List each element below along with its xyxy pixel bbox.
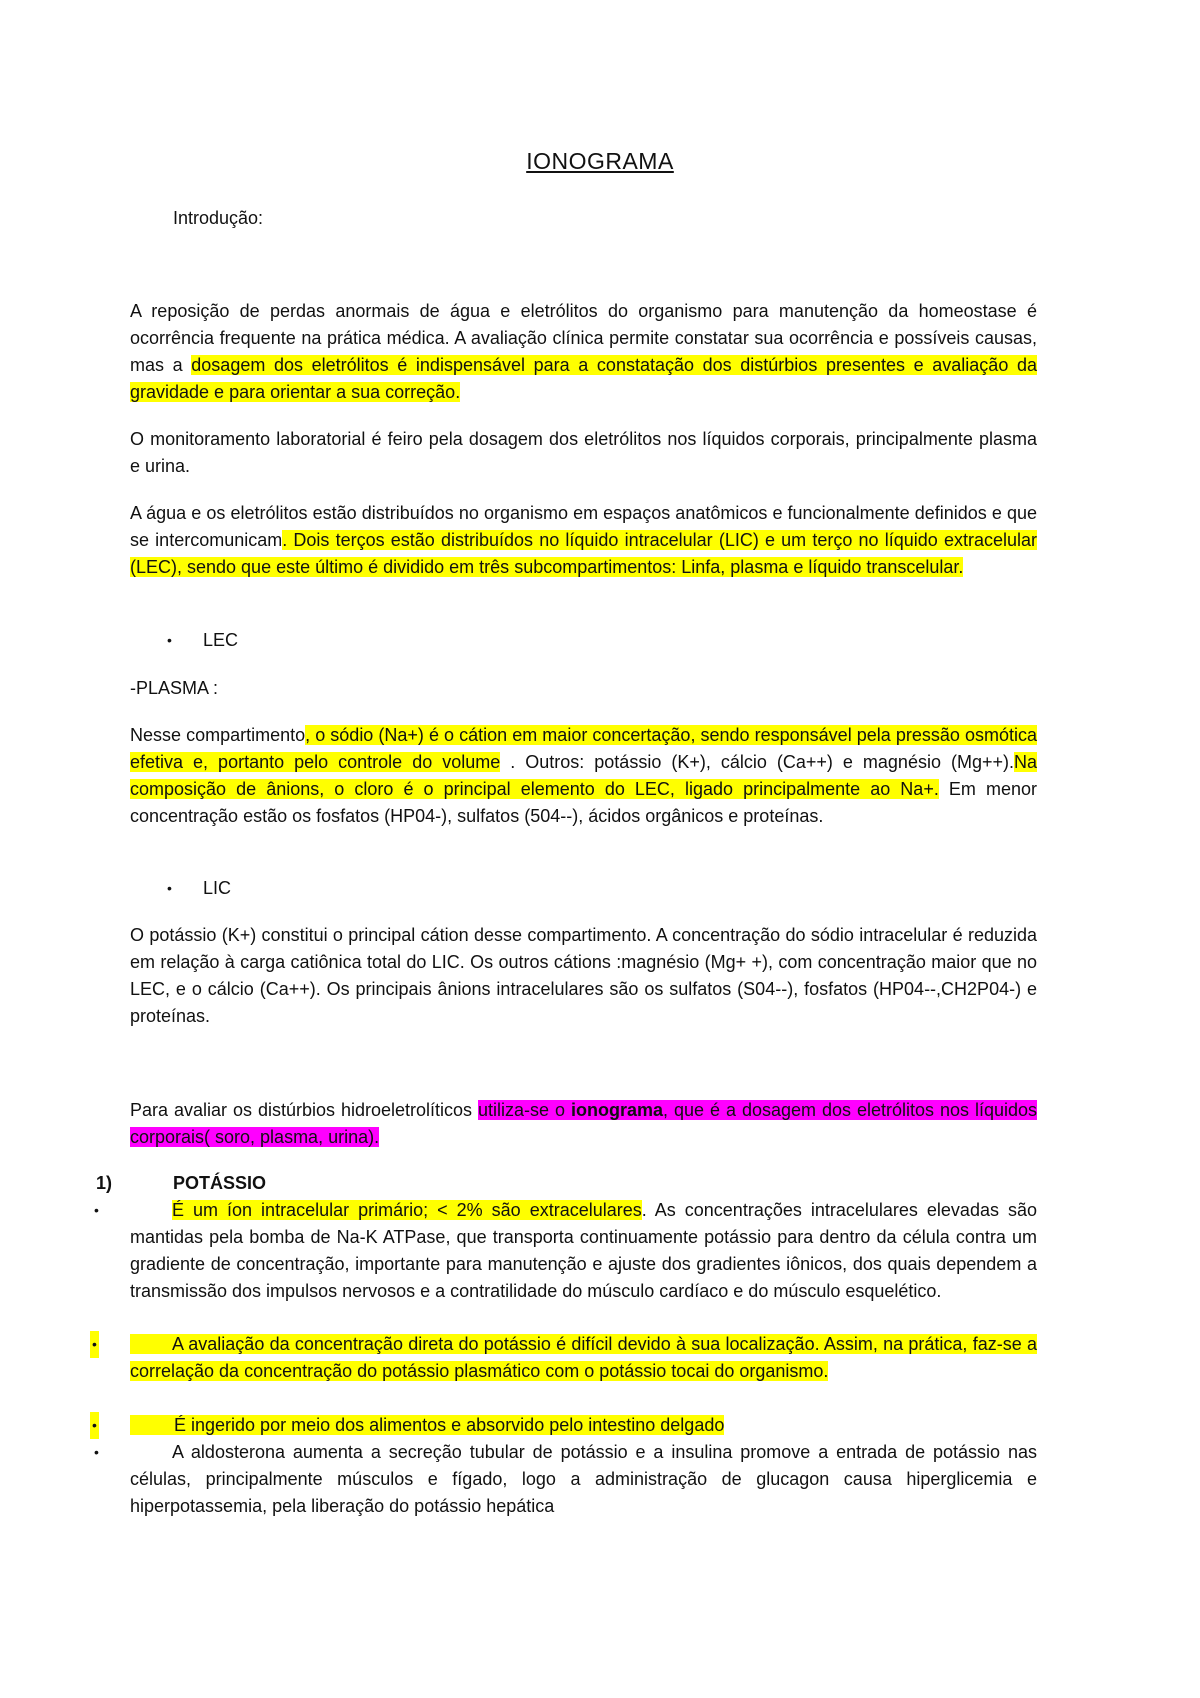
list-item [92, 1331, 1037, 1385]
list-item [94, 1439, 1037, 1520]
highlighted-text: Na composição de ânions, o cloro é o principal elemento do LEC, ligado principalmente ao Na+. [130, 752, 1037, 799]
bullet-icon: • [90, 1412, 99, 1439]
highlighted-text [130, 1334, 1037, 1381]
intro-label: Introdução: [173, 208, 264, 228]
highlighted-text [130, 1415, 724, 1435]
paragraph-text: . Outros: potássio (K+), cálcio (Ca++) e magnésio (Mg++). [500, 752, 1014, 772]
highlighted-text: utiliza-se o [478, 1100, 571, 1120]
item-text: A aldosterona aumenta a secreção tubular de potássio e a insulina promove a entrada de potássio nas células, principalmente músculos e fígado, logo a administração de glucagon causa hiperglicemia e hiperpotassemia, pela liberação do potássio hepática [130, 1442, 1037, 1516]
list-item [92, 1412, 1037, 1439]
bold-term: ionograma [571, 1100, 664, 1120]
paragraph-monitoramento: O monitoramento laboratorial é feiro pela dosagem dos eletrólitos nos líquidos corporais, principalmente plasma e urina. [130, 429, 1037, 476]
paragraph-text: Em menor concentração estão os fosfatos (HP04-), sulfatos (504--), ácidos orgânicos e proteínas. [130, 779, 1037, 826]
bullet-icon: • [167, 632, 172, 648]
paragraph-distribuicao [130, 500, 1037, 581]
bullet-lec [167, 627, 403, 654]
paragraph-ionograma [130, 1097, 1037, 1151]
bullet-label: LEC [203, 630, 239, 650]
paragraph-reposicao [130, 298, 1037, 406]
highlighted-text: , que é a dosagem dos eletrólitos nos líquidos corporais( soro, plasma, urina). [130, 1100, 1037, 1147]
highlighted-text: . Dois terços estão distribuídos no líquido intracelular (LIC) e um terço no líquido extracelular (LEC), sendo que este último é dividido em três subcompartimentos: Linfa, plasma e líquido transcelular. [130, 530, 1037, 577]
bullet-icon: • [94, 1202, 99, 1218]
bullet-icon: • [94, 1444, 99, 1460]
section-heading [96, 1170, 267, 1197]
highlighted-text: dosagem dos eletrólitos é indispensável para a constatação dos distúrbios presentes e avaliação da gravidade e para orientar a sua correção. [130, 355, 1037, 402]
paragraph-plasma [130, 722, 1037, 830]
item-text: É ingerido por meio dos alimentos e absorvido pelo intestino delgado [174, 1415, 725, 1435]
list-item [94, 1197, 1037, 1305]
bullet-lic [167, 875, 403, 902]
bullet-icon: • [90, 1331, 99, 1358]
item-text: A avaliação da concentração direta do potássio é difícil devido à sua localização. Assim, na prática, faz-se a correlação da concentração do potássio plasmático com o potássio tocai do organismo. [130, 1334, 1037, 1381]
paragraph-text: A água e os eletrólitos estão distribuídos no organismo em espaços anatômicos e funcionalmente definidos e que se intercomunicam [130, 503, 1037, 550]
paragraph-text: A reposição de perdas anormais de água e eletrólitos do organismo para manutenção da homeostase é ocorrência frequente na prática médica. A avaliação clínica permite constatar sua ocorrência e possíveis causas, mas a [130, 301, 1037, 375]
highlighted-text: , o sódio (Na+) é o cátion em maior concertação, sendo responsável pela pressão osmótica efetiva e, portanto pelo controle do volume [130, 725, 1037, 772]
paragraph-lic: O potássio (K+) constitui o principal cátion desse compartimento. A concentração do sódio intracelular é reduzida em relação à carga catiônica total do LIC. Os outros cátions :magnésio (Mg+ +), com concentração maior que no LEC, e o cálcio (Ca++). Os principais ânions intracelulares são os sulfatos (S04--), fosfatos (HP04--,CH2P04-) e proteínas. [130, 925, 1037, 1026]
paragraph-text: Nesse compartimento [130, 725, 306, 745]
section-title: POTÁSSIO [173, 1173, 267, 1193]
highlighted-text: É um íon intracelular primário; < 2% são extracelulares [172, 1200, 642, 1220]
page-title: IONOGRAMA [526, 148, 674, 174]
bullet-icon: • [167, 880, 172, 896]
plasma-label: -PLASMA : [130, 678, 219, 698]
paragraph-text: Para avaliar os distúrbios hidroeletrolíticos [130, 1100, 479, 1120]
section-number: 1) [96, 1173, 113, 1193]
bullet-label: LIC [203, 878, 232, 898]
item-text: . As concentrações intracelulares elevadas são mantidas pela bomba de Na-K ATPase, que transporta continuamente potássio para dentro da célula contra um gradiente de concentração, importante para manutenção e ajuste dos gradientes iônicos, dos quais dependem a transmissão dos impulsos nervosos e a contratilidade do músculo cardíaco e do músculo esquelético. [130, 1200, 1037, 1301]
